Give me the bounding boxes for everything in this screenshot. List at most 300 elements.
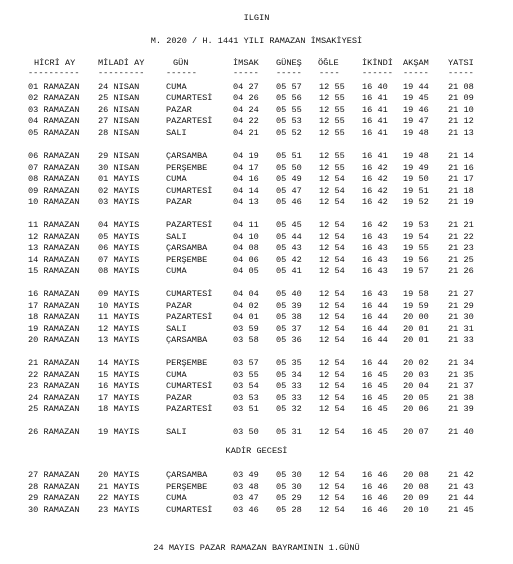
cell-imsak: 03 51 — [233, 404, 259, 414]
cell-hijri: 28 RAMAZAN — [28, 482, 80, 492]
cell-hijri: 24 RAMAZAN — [28, 393, 80, 403]
cell-aksam: 19 53 — [403, 220, 429, 230]
cell-ogle: 12 55 — [319, 93, 345, 103]
cell-hijri: 09 RAMAZAN — [28, 186, 80, 196]
cell-gregorian: 13 MAYIS — [98, 335, 140, 345]
cell-aksam: 19 52 — [403, 197, 429, 207]
cell-hijri: 21 RAMAZAN — [28, 358, 80, 368]
cell-aksam: 19 44 — [403, 82, 429, 92]
table-row — [0, 301, 513, 312]
cell-yatsi: 21 25 — [448, 255, 474, 265]
cell-gregorian: 23 MAYIS — [98, 505, 140, 515]
cell-imsak: 04 05 — [233, 266, 259, 276]
table-row — [0, 312, 513, 323]
table-row — [0, 128, 513, 139]
cell-yatsi: 21 40 — [448, 427, 474, 437]
table-row — [0, 427, 513, 438]
cell-hijri: 22 RAMAZAN — [28, 370, 80, 380]
cell-imsak: 04 11 — [233, 220, 259, 230]
cell-gregorian: 26 NISAN — [98, 105, 140, 115]
cell-ogle: 12 54 — [319, 255, 345, 265]
cell-hijri: 29 RAMAZAN — [28, 493, 80, 503]
cell-hijri: 08 RAMAZAN — [28, 174, 80, 184]
cell-gregorian: 28 NISAN — [98, 128, 140, 138]
cell-day: PAZAR — [166, 197, 192, 207]
cell-day: CUMA — [166, 266, 187, 276]
cell-yatsi: 21 27 — [448, 289, 474, 299]
cell-gunes: 05 53 — [276, 116, 302, 126]
cell-ogle: 12 54 — [319, 335, 345, 345]
header-ikindi: İKİNDİ — [362, 58, 393, 68]
header-underline-row — [0, 68, 513, 79]
cell-ikindi: 16 41 — [362, 128, 388, 138]
cell-gregorian: 07 MAYIS — [98, 255, 140, 265]
cell-imsak: 04 16 — [233, 174, 259, 184]
cell-aksam: 20 00 — [403, 312, 429, 322]
cell-ikindi: 16 46 — [362, 470, 388, 480]
cell-aksam: 19 55 — [403, 243, 429, 253]
dash-ikindi: ------ — [362, 68, 393, 78]
cell-imsak: 03 59 — [233, 324, 259, 334]
cell-hijri: 01 RAMAZAN — [28, 82, 80, 92]
cell-ikindi: 16 43 — [362, 243, 388, 253]
cell-ikindi: 16 45 — [362, 370, 388, 380]
table-row — [0, 358, 513, 369]
cell-gregorian: 16 MAYIS — [98, 381, 140, 391]
cell-hijri: 05 RAMAZAN — [28, 128, 80, 138]
cell-ikindi: 16 40 — [362, 82, 388, 92]
cell-ogle: 12 55 — [319, 128, 345, 138]
cell-yatsi: 21 34 — [448, 358, 474, 368]
cell-ikindi: 16 43 — [362, 266, 388, 276]
cell-imsak: 03 53 — [233, 393, 259, 403]
cell-ikindi: 16 45 — [362, 427, 388, 437]
cell-imsak: 04 19 — [233, 151, 259, 161]
cell-imsak: 03 57 — [233, 358, 259, 368]
cell-gregorian: 04 MAYIS — [98, 220, 140, 230]
cell-ogle: 12 54 — [319, 197, 345, 207]
cell-aksam: 19 46 — [403, 105, 429, 115]
cell-day: PAZARTESİ — [166, 116, 213, 126]
cell-day: PAZARTESİ — [166, 220, 213, 230]
cell-gregorian: 24 NISAN — [98, 82, 140, 92]
table-row — [0, 289, 513, 300]
cell-aksam: 19 57 — [403, 266, 429, 276]
cell-imsak: 04 06 — [233, 255, 259, 265]
header-gunes: GÜNEŞ — [276, 58, 302, 68]
cell-day: ÇARSAMBA — [166, 335, 208, 345]
cell-aksam: 20 04 — [403, 381, 429, 391]
cell-imsak: 03 48 — [233, 482, 259, 492]
cell-imsak: 04 08 — [233, 243, 259, 253]
cell-gregorian: 27 NISAN — [98, 116, 140, 126]
cell-gregorian: 03 MAYIS — [98, 197, 140, 207]
cell-day: PAZARTESİ — [166, 404, 213, 414]
cell-imsak: 04 01 — [233, 312, 259, 322]
cell-imsak: 04 04 — [233, 289, 259, 299]
cell-gregorian: 15 MAYIS — [98, 370, 140, 380]
cell-ogle: 12 54 — [319, 505, 345, 515]
cell-yatsi: 21 17 — [448, 174, 474, 184]
cell-hijri: 16 RAMAZAN — [28, 289, 80, 299]
cell-hijri: 18 RAMAZAN — [28, 312, 80, 322]
cell-gregorian: 22 MAYIS — [98, 493, 140, 503]
header-day: GÜN — [173, 58, 189, 68]
cell-aksam: 20 03 — [403, 370, 429, 380]
cell-ikindi: 16 43 — [362, 232, 388, 242]
cell-ogle: 12 54 — [319, 427, 345, 437]
cell-aksam: 19 54 — [403, 232, 429, 242]
cell-gregorian: 06 MAYIS — [98, 243, 140, 253]
cell-imsak: 03 55 — [233, 370, 259, 380]
cell-day: CUMARTESİ — [166, 505, 213, 515]
dash-gregorian: --------- — [98, 68, 145, 78]
cell-aksam: 19 58 — [403, 289, 429, 299]
dash-aksam: ----- — [403, 68, 429, 78]
cell-day: CUMA — [166, 493, 187, 503]
cell-aksam: 20 02 — [403, 358, 429, 368]
cell-ogle: 12 54 — [319, 266, 345, 276]
cell-yatsi: 21 38 — [448, 393, 474, 403]
cell-gunes: 05 37 — [276, 324, 302, 334]
cell-ikindi: 16 43 — [362, 289, 388, 299]
cell-gunes: 05 28 — [276, 505, 302, 515]
cell-hijri: 26 RAMAZAN — [28, 427, 80, 437]
cell-ogle: 12 54 — [319, 404, 345, 414]
cell-aksam: 19 48 — [403, 151, 429, 161]
dash-yatsi: ----- — [448, 68, 474, 78]
table-row — [0, 482, 513, 493]
cell-gunes: 05 32 — [276, 404, 302, 414]
cell-ikindi: 16 42 — [362, 220, 388, 230]
cell-day: CUMARTESİ — [166, 186, 213, 196]
cell-ikindi: 16 44 — [362, 358, 388, 368]
cell-gunes: 05 36 — [276, 335, 302, 345]
cell-day: CUMARTESİ — [166, 93, 213, 103]
cell-gunes: 05 50 — [276, 163, 302, 173]
cell-aksam: 19 51 — [403, 186, 429, 196]
cell-day: SALI — [166, 324, 187, 334]
cell-ogle: 12 55 — [319, 151, 345, 161]
cell-hijri: 14 RAMAZAN — [28, 255, 80, 265]
cell-gunes: 05 40 — [276, 289, 302, 299]
cell-imsak: 03 58 — [233, 335, 259, 345]
cell-ikindi: 16 42 — [362, 186, 388, 196]
table-row — [0, 163, 513, 174]
cell-aksam: 20 08 — [403, 482, 429, 492]
table-row — [0, 232, 513, 243]
cell-ogle: 12 54 — [319, 220, 345, 230]
cell-ikindi: 16 41 — [362, 105, 388, 115]
header-gregorian: MİLADİ AY — [98, 58, 145, 68]
cell-hijri: 07 RAMAZAN — [28, 163, 80, 173]
cell-ogle: 12 54 — [319, 493, 345, 503]
cell-gregorian: 12 MAYIS — [98, 324, 140, 334]
cell-gunes: 05 51 — [276, 151, 302, 161]
cell-gunes: 05 49 — [276, 174, 302, 184]
table-row — [0, 266, 513, 277]
table-row — [0, 493, 513, 504]
cell-imsak: 04 02 — [233, 301, 259, 311]
cell-day: SALI — [166, 232, 187, 242]
cell-aksam: 19 47 — [403, 116, 429, 126]
cell-imsak: 03 47 — [233, 493, 259, 503]
table-row — [0, 404, 513, 415]
table-row — [0, 381, 513, 392]
cell-gunes: 05 30 — [276, 470, 302, 480]
cell-imsak: 03 50 — [233, 427, 259, 437]
cell-hijri: 02 RAMAZAN — [28, 93, 80, 103]
header-aksam: AKŞAM — [403, 58, 429, 68]
cell-yatsi: 21 10 — [448, 105, 474, 115]
cell-day: CUMA — [166, 82, 187, 92]
cell-yatsi: 21 26 — [448, 266, 474, 276]
cell-ogle: 12 54 — [319, 186, 345, 196]
cell-ikindi: 16 44 — [362, 324, 388, 334]
cell-aksam: 20 09 — [403, 493, 429, 503]
cell-hijri: 15 RAMAZAN — [28, 266, 80, 276]
cell-yatsi: 21 43 — [448, 482, 474, 492]
cell-gunes: 05 42 — [276, 255, 302, 265]
cell-gregorian: 20 MAYIS — [98, 470, 140, 480]
cell-hijri: 17 RAMAZAN — [28, 301, 80, 311]
cell-gunes: 05 41 — [276, 266, 302, 276]
cell-day: PAZAR — [166, 393, 192, 403]
cell-gregorian: 02 MAYIS — [98, 186, 140, 196]
cell-day: PERŞEMBE — [166, 255, 208, 265]
cell-yatsi: 21 42 — [448, 470, 474, 480]
page-title: ILGIN — [243, 13, 270, 23]
cell-hijri: 25 RAMAZAN — [28, 404, 80, 414]
cell-hijri: 27 RAMAZAN — [28, 470, 80, 480]
cell-ogle: 12 54 — [319, 381, 345, 391]
cell-aksam: 20 07 — [403, 427, 429, 437]
page-subtitle: M. 2020 / H. 1441 YILI RAMAZAN İMSAKİYESİ — [150, 36, 363, 46]
cell-ikindi: 16 42 — [362, 197, 388, 207]
table-row — [0, 470, 513, 481]
table-row — [0, 116, 513, 127]
cell-yatsi: 21 29 — [448, 301, 474, 311]
cell-ikindi: 16 41 — [362, 93, 388, 103]
cell-gregorian: 17 MAYIS — [98, 393, 140, 403]
cell-gunes: 05 44 — [276, 232, 302, 242]
cell-yatsi: 21 09 — [448, 93, 474, 103]
cell-ikindi: 16 46 — [362, 505, 388, 515]
cell-day: CUMARTESİ — [166, 381, 213, 391]
cell-imsak: 03 49 — [233, 470, 259, 480]
cell-ikindi: 16 42 — [362, 174, 388, 184]
cell-gregorian: 11 MAYIS — [98, 312, 140, 322]
cell-ikindi: 16 45 — [362, 393, 388, 403]
cell-imsak: 04 22 — [233, 116, 259, 126]
table-row — [0, 370, 513, 381]
cell-aksam: 20 06 — [403, 404, 429, 414]
header-imsak: İMSAK — [233, 58, 259, 68]
cell-ikindi: 16 46 — [362, 482, 388, 492]
cell-ikindi: 16 45 — [362, 404, 388, 414]
cell-gunes: 05 35 — [276, 358, 302, 368]
cell-aksam: 19 50 — [403, 174, 429, 184]
cell-day: CUMA — [166, 174, 187, 184]
cell-ogle: 12 54 — [319, 470, 345, 480]
cell-ogle: 12 54 — [319, 324, 345, 334]
cell-yatsi: 21 30 — [448, 312, 474, 322]
cell-day: ÇARSAMBA — [166, 243, 208, 253]
cell-imsak: 04 13 — [233, 197, 259, 207]
cell-hijri: 03 RAMAZAN — [28, 105, 80, 115]
cell-yatsi: 21 23 — [448, 243, 474, 253]
cell-gunes: 05 47 — [276, 186, 302, 196]
cell-imsak: 04 14 — [233, 186, 259, 196]
table-row — [0, 220, 513, 231]
cell-gregorian: 30 NISAN — [98, 163, 140, 173]
cell-day: SALI — [166, 427, 187, 437]
cell-aksam: 19 45 — [403, 93, 429, 103]
cell-ogle: 12 55 — [319, 82, 345, 92]
cell-yatsi: 21 45 — [448, 505, 474, 515]
cell-gunes: 05 39 — [276, 301, 302, 311]
cell-ikindi: 16 46 — [362, 493, 388, 503]
cell-aksam: 19 49 — [403, 163, 429, 173]
cell-gunes: 05 45 — [276, 220, 302, 230]
cell-imsak: 04 27 — [233, 82, 259, 92]
cell-yatsi: 21 19 — [448, 197, 474, 207]
table-row — [0, 174, 513, 185]
cell-gregorian: 05 MAYIS — [98, 232, 140, 242]
cell-hijri: 23 RAMAZAN — [28, 381, 80, 391]
cell-ikindi: 16 42 — [362, 163, 388, 173]
cell-gunes: 05 38 — [276, 312, 302, 322]
cell-gregorian: 01 MAYIS — [98, 174, 140, 184]
table-row — [0, 324, 513, 335]
table-row — [0, 105, 513, 116]
cell-imsak: 03 46 — [233, 505, 259, 515]
table-row — [0, 82, 513, 93]
cell-day: PAZAR — [166, 301, 192, 311]
cell-gunes: 05 31 — [276, 427, 302, 437]
cell-yatsi: 21 44 — [448, 493, 474, 503]
cell-ogle: 12 54 — [319, 174, 345, 184]
cell-day: CUMA — [166, 370, 187, 380]
cell-gunes: 05 30 — [276, 482, 302, 492]
cell-gunes: 05 33 — [276, 393, 302, 403]
table-row — [0, 393, 513, 404]
cell-gunes: 05 56 — [276, 93, 302, 103]
cell-ogle: 12 54 — [319, 243, 345, 253]
header-yatsi: YATSI — [448, 58, 474, 68]
cell-hijri: 20 RAMAZAN — [28, 335, 80, 345]
cell-yatsi: 21 39 — [448, 404, 474, 414]
cell-yatsi: 21 22 — [448, 232, 474, 242]
bayram-note: 24 MAYIS PAZAR RAMAZAN BAYRAMININ 1.GÜNÜ — [153, 543, 360, 553]
header-hijri: HİCRİ AY — [34, 58, 76, 68]
cell-yatsi: 21 16 — [448, 163, 474, 173]
cell-ogle: 12 54 — [319, 289, 345, 299]
cell-gregorian: 09 MAYIS — [98, 289, 140, 299]
cell-day: SALI — [166, 128, 187, 138]
cell-gunes: 05 43 — [276, 243, 302, 253]
cell-aksam: 19 59 — [403, 301, 429, 311]
cell-hijri: 13 RAMAZAN — [28, 243, 80, 253]
cell-aksam: 20 01 — [403, 324, 429, 334]
cell-ogle: 12 54 — [319, 312, 345, 322]
dash-hijri: ---------- — [28, 68, 80, 78]
cell-aksam: 20 10 — [403, 505, 429, 515]
header-ogle: ÖĞLE — [318, 58, 339, 68]
dash-ogle: ---- — [319, 68, 340, 78]
cell-yatsi: 21 37 — [448, 381, 474, 391]
cell-yatsi: 21 31 — [448, 324, 474, 334]
cell-hijri: 06 RAMAZAN — [28, 151, 80, 161]
cell-ogle: 12 55 — [319, 163, 345, 173]
cell-gregorian: 14 MAYIS — [98, 358, 140, 368]
cell-imsak: 04 17 — [233, 163, 259, 173]
cell-gregorian: 18 MAYIS — [98, 404, 140, 414]
cell-day: PAZAR — [166, 105, 192, 115]
cell-gregorian: 29 NISAN — [98, 151, 140, 161]
cell-ogle: 12 54 — [319, 393, 345, 403]
cell-day: PAZARTESİ — [166, 312, 213, 322]
cell-yatsi: 21 14 — [448, 151, 474, 161]
cell-hijri: 04 RAMAZAN — [28, 116, 80, 126]
cell-yatsi: 21 08 — [448, 82, 474, 92]
cell-yatsi: 21 35 — [448, 370, 474, 380]
cell-ikindi: 16 45 — [362, 381, 388, 391]
dash-gunes: ----- — [276, 68, 302, 78]
cell-day: PERŞEMBE — [166, 358, 208, 368]
cell-yatsi: 21 33 — [448, 335, 474, 345]
dash-imsak: ----- — [233, 68, 259, 78]
cell-ikindi: 16 44 — [362, 301, 388, 311]
cell-ogle: 12 54 — [319, 232, 345, 242]
table-row — [0, 243, 513, 254]
cell-day: ÇARSAMBA — [166, 151, 208, 161]
table-row — [0, 93, 513, 104]
cell-yatsi: 21 12 — [448, 116, 474, 126]
table-row — [0, 505, 513, 516]
table-row — [0, 255, 513, 266]
cell-gunes: 05 57 — [276, 82, 302, 92]
cell-imsak: 03 54 — [233, 381, 259, 391]
cell-yatsi: 21 13 — [448, 128, 474, 138]
cell-ogle: 12 54 — [319, 358, 345, 368]
cell-ogle: 12 54 — [319, 370, 345, 380]
cell-aksam: 19 56 — [403, 255, 429, 265]
cell-aksam: 20 05 — [403, 393, 429, 403]
cell-ogle: 12 54 — [319, 482, 345, 492]
cell-gunes: 05 52 — [276, 128, 302, 138]
cell-gregorian: 19 MAYIS — [98, 427, 140, 437]
cell-hijri: 11 RAMAZAN — [28, 220, 80, 230]
cell-imsak: 04 26 — [233, 93, 259, 103]
cell-imsak: 04 24 — [233, 105, 259, 115]
cell-ikindi: 16 43 — [362, 255, 388, 265]
cell-imsak: 04 21 — [233, 128, 259, 138]
cell-day: CUMARTESİ — [166, 289, 213, 299]
cell-day: PERŞEMBE — [166, 163, 208, 173]
cell-gunes: 05 34 — [276, 370, 302, 380]
cell-gregorian: 25 NISAN — [98, 93, 140, 103]
cell-gunes: 05 55 — [276, 105, 302, 115]
cell-ikindi: 16 41 — [362, 116, 388, 126]
cell-gregorian: 21 MAYIS — [98, 482, 140, 492]
cell-ikindi: 16 41 — [362, 151, 388, 161]
cell-yatsi: 21 18 — [448, 186, 474, 196]
cell-gunes: 05 33 — [276, 381, 302, 391]
cell-hijri: 30 RAMAZAN — [28, 505, 80, 515]
cell-gunes: 05 46 — [276, 197, 302, 207]
table-row — [0, 151, 513, 162]
